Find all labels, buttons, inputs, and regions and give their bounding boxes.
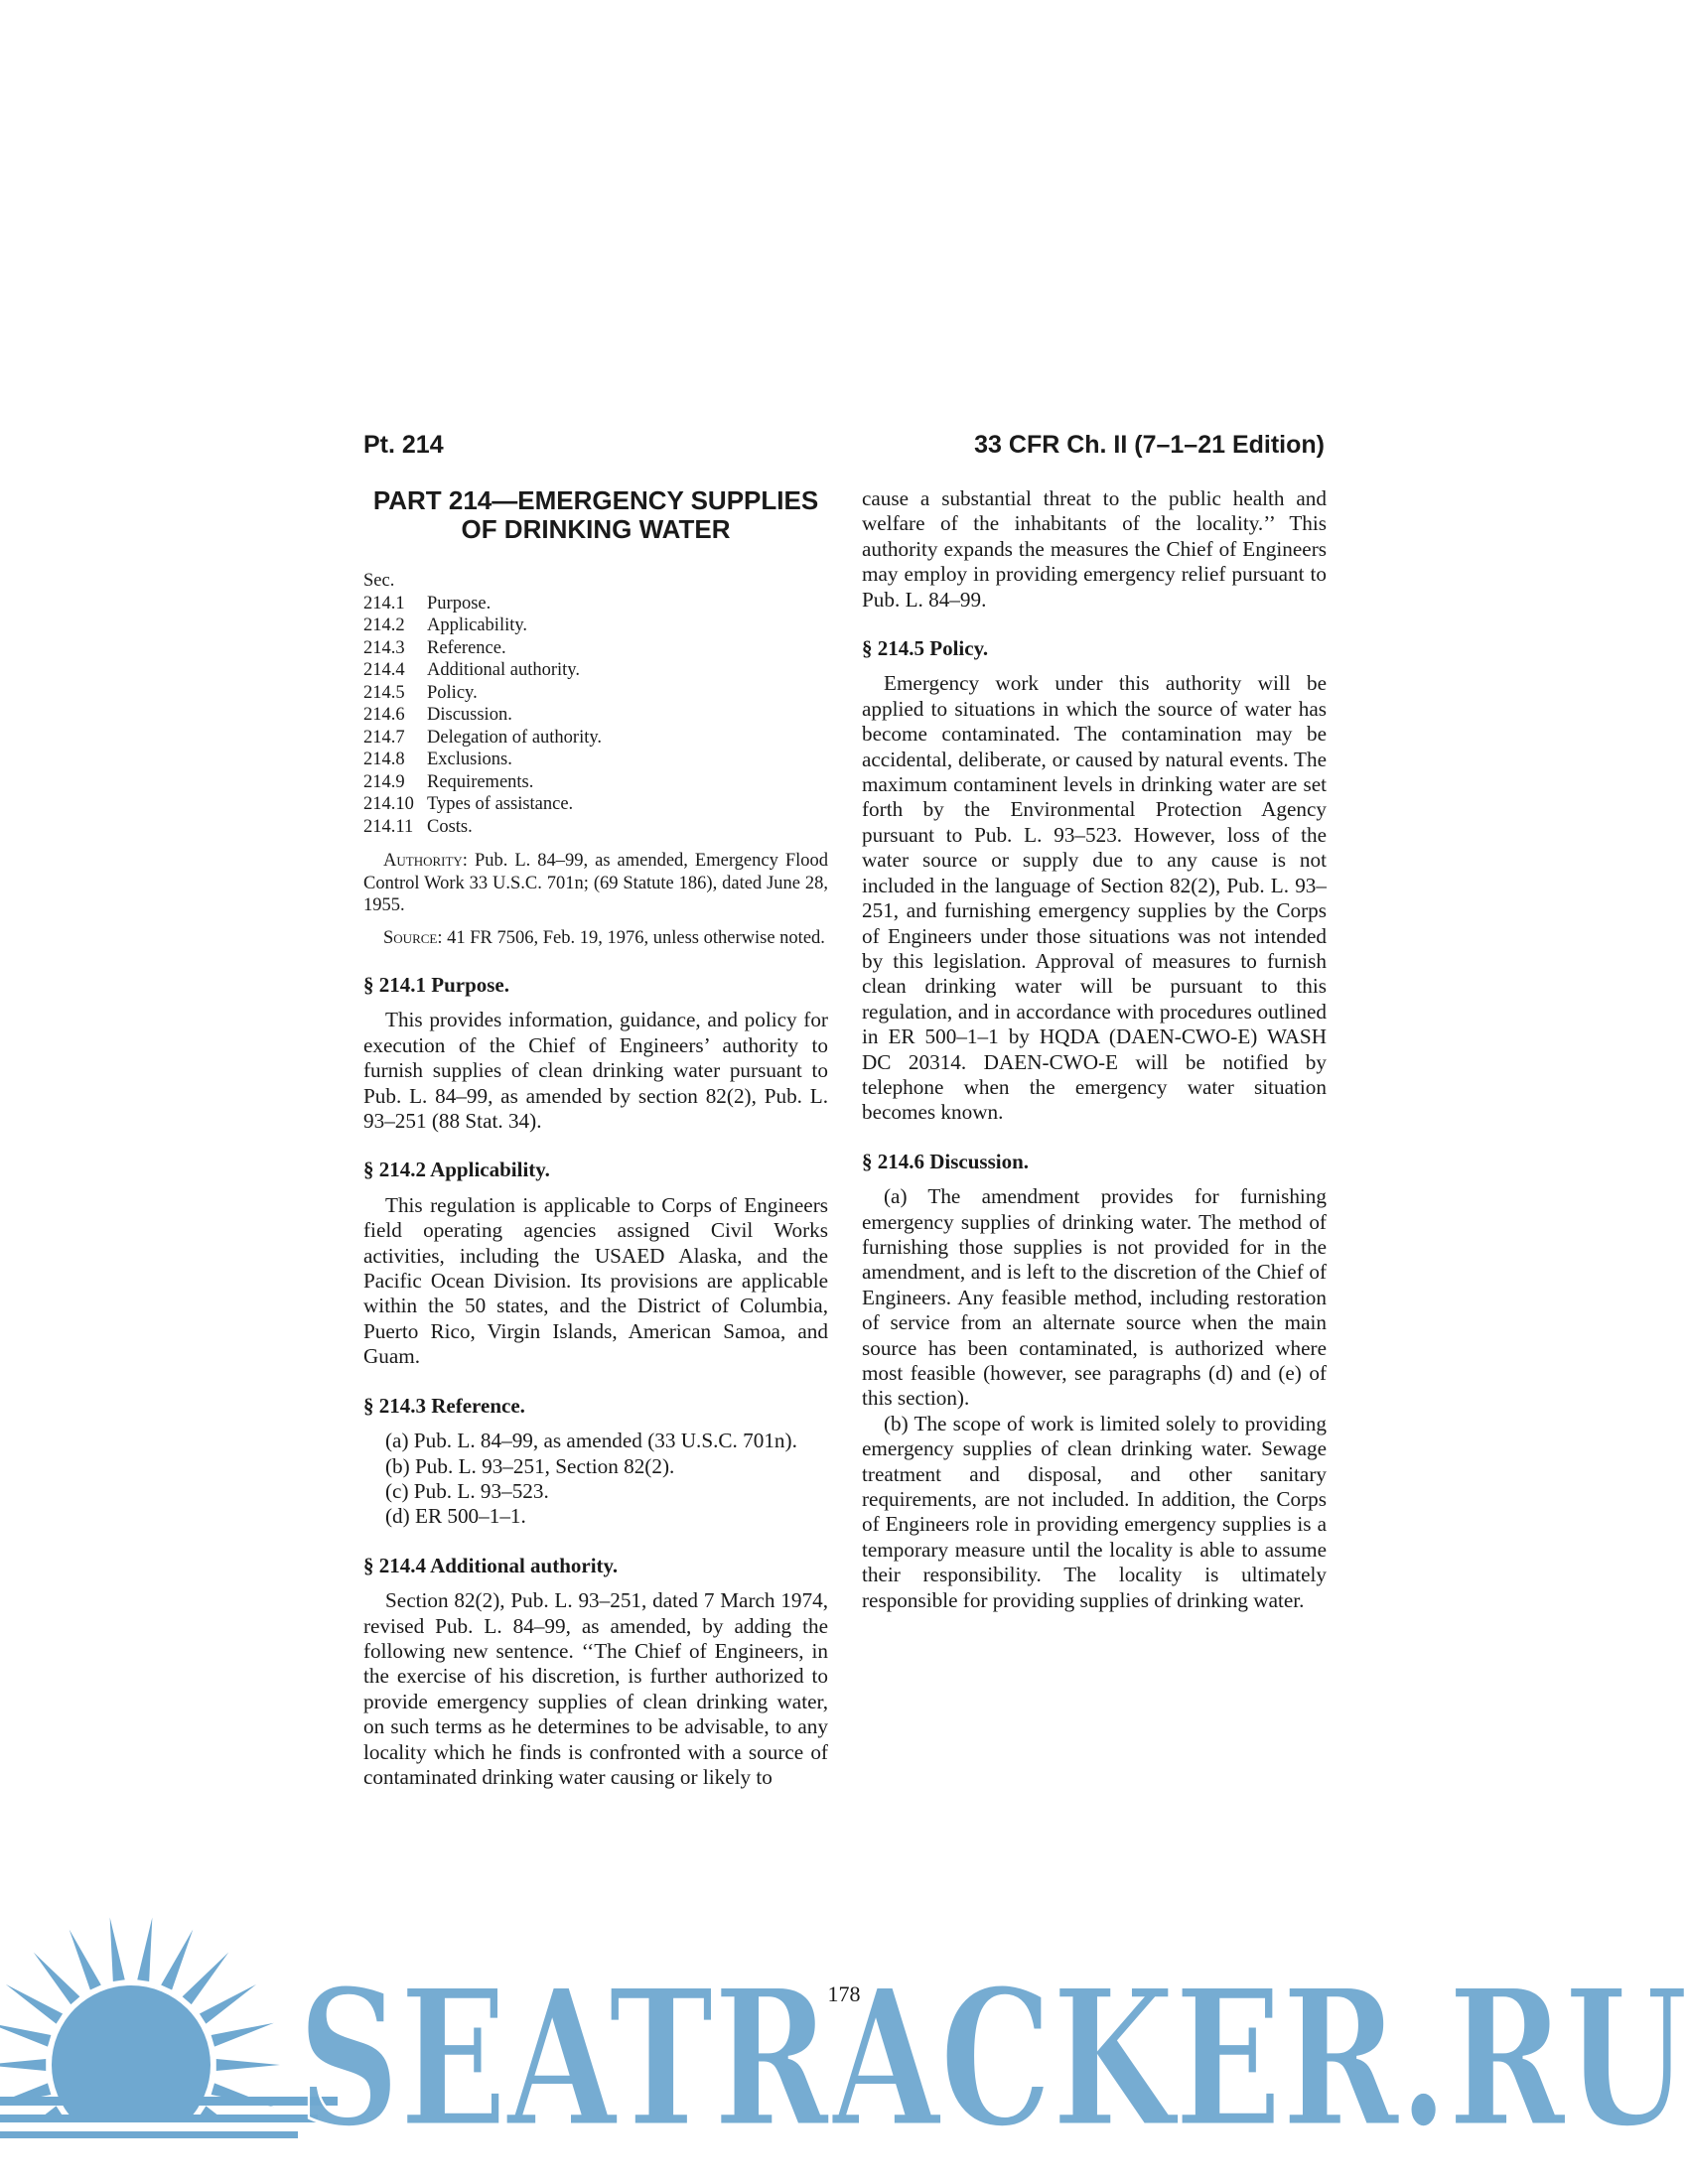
sun-ray <box>161 2140 193 2184</box>
section-heading-214-3: § 214.3 Reference. <box>363 1393 525 1418</box>
toc-item-number: 214.8 <box>363 750 405 769</box>
toc-item-number: 214.3 <box>363 637 405 658</box>
table-of-contents <box>363 593 828 839</box>
sun-ray <box>0 2059 46 2071</box>
sun-ray <box>70 2140 101 2184</box>
section-heading-214-2: § 214.2 Applicability. <box>363 1158 550 1182</box>
toc-item[interactable] <box>363 593 828 615</box>
toc-item-title: Policy. <box>427 682 478 703</box>
toc-item[interactable] <box>363 749 828 771</box>
sun-ray <box>216 2059 280 2071</box>
authority-note <box>363 850 828 917</box>
sun-ray <box>137 2148 152 2184</box>
toc-item-title: Reference. <box>427 637 506 658</box>
toc-item[interactable] <box>363 659 828 682</box>
section-heading-214-4: § 214.4 Additional authority. <box>363 1553 619 1577</box>
toc-item-title: Discussion. <box>427 705 512 725</box>
section-text-214-1: This provides information, guidance, and policy for execution of the Chief of Engineers’ authority to furnish supplies of clean drinking water pursuant to Pub. L. 84–99, as amended by section 82(2), Pub. L. 93–251 (88 Stat. 34). <box>363 1008 828 1134</box>
reference-item-d: (d) ER 500–1–1. <box>385 1504 526 1529</box>
sun-ray <box>0 2023 51 2047</box>
toc-item-number: 214.10 <box>363 794 414 814</box>
toc-item-number: 214.1 <box>363 593 405 614</box>
sun-ray <box>110 2148 125 2184</box>
section-heading-214-6: § 214.6 Discussion. <box>862 1149 1030 1173</box>
source-label: Source: <box>383 927 443 948</box>
toc-item-title: Exclusions. <box>427 750 512 769</box>
part-title-line-2: OF DRINKING WATER <box>461 514 731 544</box>
toc-item-number: 214.9 <box>363 771 405 792</box>
toc-item-number: 214.7 <box>363 727 405 748</box>
section-heading-214-5: § 214.5 Policy. <box>862 636 989 661</box>
toc-item-title: Requirements. <box>427 771 534 792</box>
toc-item[interactable] <box>363 704 828 727</box>
section-text-214-4-continued: cause a substantial threat to the public health and welfare of the inhabitants of the locality.’’ This authority expands the measures the Chief of Engineers may employ in providing emergency relief pursuant to Pub. L. 84–99. <box>862 486 1327 612</box>
toc-item-title: Types of assistance. <box>427 794 574 814</box>
part-title <box>363 486 828 544</box>
left-column <box>363 486 828 1790</box>
reference-item-b: (b) Pub. L. 93–251, Section 82(2). <box>385 1453 675 1478</box>
toc-item-number: 214.4 <box>363 660 405 680</box>
source-text: 41 FR 7506, Feb. 19, 1976, unless otherwise noted. <box>447 927 825 948</box>
toc-heading: Sec. <box>363 571 395 591</box>
section-text-214-2: This regulation is applicable to Corps of Engineers field operating agencies assigned Civil Works activities, including the USAED Alaska, and the Pacific Ocean Division. Its provisions are applicable within the 50 states, and the District of Columbia, Puerto Rico, Virgin Islands, American Samoa, and Guam. <box>363 1192 828 1369</box>
toc-item[interactable] <box>363 793 828 816</box>
section-text-214-6-b: (b) The scope of work is limited solely to providing emergency supplies of clean drinking water. Sewage treatment and disposal, and other sanitary requirements, are not included. In addition, the Corps of Engineers role in providing emergency supplies is a temporary measure until the locality is able to assume their responsibility. The locality is ultimately responsible for providing supplies of drinking water. <box>862 1411 1327 1612</box>
part-title-line-1: PART 214—EMERGENCY SUPPLIES <box>372 485 819 515</box>
watermark-text: SEATRACKER.RU <box>298 1948 1688 2169</box>
toc-item-title: Additional authority. <box>427 660 580 680</box>
sun-ray <box>110 1918 125 1981</box>
sun-ray <box>137 1918 152 1981</box>
sun-ray <box>200 2106 256 2145</box>
toc-item-title: Delegation of authority. <box>427 727 603 748</box>
toc-item-title: Applicability. <box>427 615 528 635</box>
reference-item-a: (a) Pub. L. 84–99, as amended (33 U.S.C. 701n). <box>385 1429 797 1453</box>
authority-text: Pub. L. 84–99, as amended, Emergency Flood Control Work 33 U.S.C. 701n; (69 Statute 186), dated June 28, 1955. <box>363 851 828 915</box>
toc-item[interactable] <box>363 816 828 839</box>
toc-item[interactable] <box>363 682 828 705</box>
authority-label: Authority: <box>383 851 468 871</box>
page-number: 178 <box>827 1981 861 2006</box>
toc-item-number: 214.2 <box>363 615 405 635</box>
section-text-214-6-a: (a) The amendment provides for furnishing emergency supplies of drinking water. The method of furnishing those supplies is not provided for in the amendment, and is left to the discretion of the Chief of Engineers. Any feasible method, including restoration of service from an alternate source when the main source has been contaminated, is authorized where most feasible (however, see paragraphs (d) and (e) of this section). <box>862 1184 1327 1411</box>
sun-ray <box>211 2023 274 2047</box>
sun-icon <box>0 1918 280 2184</box>
toc-item[interactable] <box>363 614 828 637</box>
right-column <box>862 486 1327 1613</box>
toc-item[interactable] <box>363 637 828 660</box>
toc-item-number: 214.6 <box>363 705 405 725</box>
source-note <box>363 927 828 950</box>
toc-item-number: 214.11 <box>363 816 414 837</box>
toc-item-title: Purpose. <box>427 593 492 614</box>
toc-item[interactable] <box>363 771 828 794</box>
reference-item-c: (c) Pub. L. 93–523. <box>385 1478 549 1503</box>
running-header-edition: 33 CFR Ch. II (7–1–21 Edition) <box>974 431 1325 459</box>
section-text-214-4: Section 82(2), Pub. L. 93–251, dated 7 March 1974, revised Pub. L. 84–99, as amended, by adding the following new sentence. ‘‘The Chief of Engineers, in the exercise of his discretion, is further authorized to provide emergency supplies of clean drinking water, on such terms as he determines to be advisable, to any locality which he finds is confronted with a source of contaminated drinking water causing or likely to <box>363 1588 828 1789</box>
watermark <box>0 1906 1688 2184</box>
running-header-part: Pt. 214 <box>363 431 444 459</box>
sun-ray <box>6 2106 63 2145</box>
wave-icon <box>0 2097 338 2138</box>
toc-item-title: Costs. <box>427 816 473 837</box>
section-heading-214-1: § 214.1 Purpose. <box>363 973 509 997</box>
toc-item[interactable] <box>363 727 828 750</box>
section-text-214-5: Emergency work under this authority will be applied to situations in which the source of water has become contaminated. The contamination may be accidental, deliberate, or caused by natural events. The maximum contaminent levels in drinking water are set forth by the Environmental Protection Agency pursuant to Pub. L. 93–523. However, loss of the water source or supply due to any cause is not included in the language of Section 82(2), Pub. L. 93–251, and furnishing emergency supplies by the Corps of Engineers under those situations was not intended by this legislation. Approval of measures to furnish clean drinking water will be pursuant to this regulation, and in accordance with procedures outlined in ER 500–1–1 by HQDA (DAEN-CWO-E) WASH DC 20314. DAEN-CWO-E will be notified by telephone when the emergency water situation becomes known. <box>862 671 1327 1125</box>
toc-item-number: 214.5 <box>363 682 405 703</box>
